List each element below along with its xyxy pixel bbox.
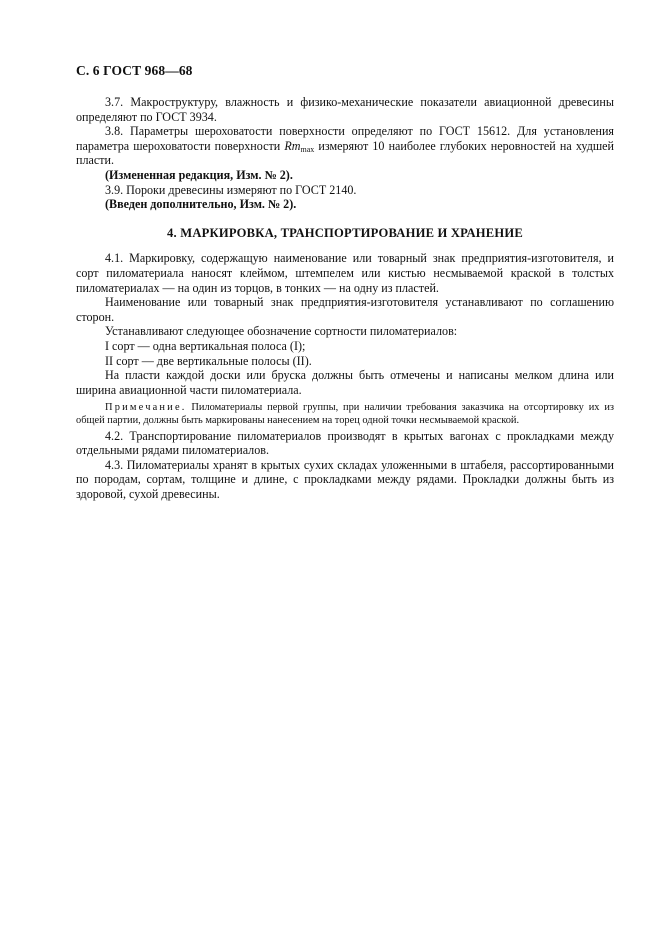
note-label: Примечание. <box>105 402 187 414</box>
clause-3-8-start: 3.8. Параметры шероховатости поверхности определяют по ГОСТ 15612. Для установления параметра шероховатости поверхности <box>76 124 614 153</box>
rm-symbol: Rm <box>284 138 301 153</box>
grade-1-marking: I сорт — одна вертикальная полоса (I); <box>105 338 306 353</box>
clause-3-8 <box>76 124 614 168</box>
clause-4-2: 4.2. Транспортирование пиломатериалов производят в крытых вагонах с прокладками между отдельными рядами пиломатериалов. <box>76 428 614 458</box>
clause-4-3: 4.3. Пиломатериалы хранят в крытых сухих складах уложенными в штабеля, рассортированными по породам, сортам, толщине и длине, с прокладками между рядами. Прокладки должны быть из здоровой, сухой древесины. <box>76 457 614 502</box>
amendment-note-1: (Измененная редакция, Изм. № 2). <box>105 167 293 182</box>
amendment-note-2: (Введен дополнительно, Изм. № 2). <box>105 197 297 212</box>
clause-4-1-manufacturer: Наименование или товарный знак предприятия-изготовителя устанавливают по соглашению сторон. <box>76 295 614 324</box>
clause-4-1-grades-intro: Устанавливают следующее обозначение сортности пиломатериалов: <box>105 324 458 339</box>
note <box>76 401 614 427</box>
clause-3-9: 3.9. Пороки древесины измеряют по ГОСТ 2140. <box>105 182 357 197</box>
grade-2-marking: II сорт — две вертикальные полосы (II). <box>105 353 312 368</box>
clause-3-7: 3.7. Макроструктуру, влажность и физико-механические показатели авиационной древесины определяют по ГОСТ 3934. <box>76 95 614 124</box>
page-header: С. 6 ГОСТ 968—68 <box>76 63 193 78</box>
note-text: Пиломатериалы первой группы, при наличии требования заказчика на отсортировку их из общей партии, должны быть маркированы нанесением на торец одной точки несмываемой краской. <box>76 402 614 427</box>
rm-subscript: max <box>300 144 315 154</box>
document-body <box>76 95 614 502</box>
clause-3-8-end: измеряют 10 наиболее глубоких неровностей на худшей пласти. <box>76 138 614 168</box>
clause-4-1-chalk: На пласти каждой доски или бруска должны быть отмечены и написаны мелком длина или ширина авиационной части пиломатериала. <box>76 368 614 397</box>
clause-4-1: 4.1. Маркировку, содержащую наименование или товарный знак предприятия-изготовителя, и сорт пиломатериала наносят клеймом, штемпелем или кистью несмываемой краской в толстых пиломатериалах — на один из торцов, в тонких — на одну из пластей. <box>76 251 614 295</box>
section-4-heading: 4. МАРКИРОВКА, ТРАНСПОРТИРОВАНИЕ И ХРАНЕНИЕ <box>167 225 523 240</box>
